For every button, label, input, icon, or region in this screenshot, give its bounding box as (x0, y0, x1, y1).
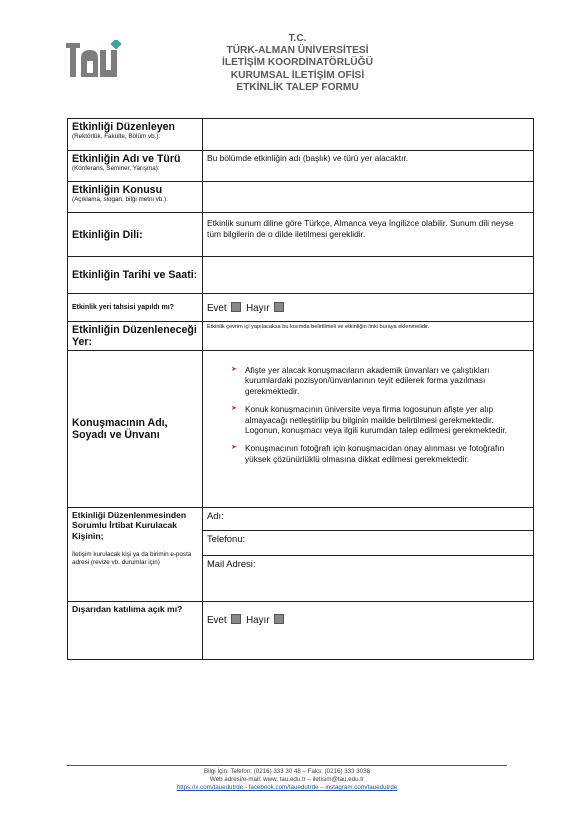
label-venue: Etkinliğin Düzenleneceği Yer: (72, 324, 197, 348)
footer-social-links[interactable]: https://x.com/tauedutrde - facebook.com/tauedutrde – instagram.com/tauedutrde (176, 784, 398, 791)
field-name-type[interactable]: Bu bölümde etkinliğin adı (başlık) ve türü yer alacaktır. (203, 151, 534, 182)
row-name-type (68, 151, 534, 182)
speaker-instruction-item: ➤ Konuşmacının fotoğrafı için konuşmacıdan onay alınması ve fotoğrafın yüksek çözünürlüklü olmasına dikkat edilmesi gerekmektedir. (231, 443, 505, 464)
sublabel-subject: (Açıklama, slogan, bilgi metni vb.): (72, 196, 168, 203)
yes-label: Evet (207, 615, 227, 626)
label-name-type: Etkinliğin Adı ve Türü (72, 153, 181, 165)
document-header (150, 33, 445, 94)
event-request-form (67, 118, 534, 660)
tau-logo (66, 40, 122, 80)
label-subject: Etkinliğin Konusu (72, 184, 163, 196)
footer-divider (67, 765, 507, 766)
header-line-tc: T.C. (288, 33, 307, 44)
sublabel-name-type: (Konferans, Seminer, Yarışma): (72, 165, 160, 172)
header-coordinator: İLETİŞİM KOORDİNATÖRLÜĞÜ (222, 57, 373, 69)
footer-web: Web adresi/e-mail: www. tau.edu.tr – iletisim@tau.edu.tr (209, 776, 365, 783)
yes-checkbox[interactable] (231, 302, 241, 312)
speaker-instruction-item: ➤ Konuk konuşmacının üniversite veya firma logosunun afişte yer alıp almayacağı netleştirilip bu bilginin mailde belirtilmesi gerekmektedir. Logonun, konuşmacı veya ilgili kurumdan talep edilmesi gerekmektedir. (231, 404, 507, 436)
row-speaker (68, 351, 534, 508)
label-external: Dışarıdan katılıma açık mı? (72, 604, 183, 614)
field-organizer[interactable] (203, 119, 534, 151)
row-venue (68, 322, 534, 351)
row-subject (68, 182, 534, 213)
row-organizer (68, 119, 534, 151)
yes-checkbox[interactable] (231, 614, 241, 624)
field-contact-mail[interactable]: Mail Adresi: (207, 558, 256, 569)
field-contact-phone[interactable]: Telefonu: (203, 531, 533, 556)
label-language: Etkinliğin Dili: (72, 228, 143, 241)
header-university: TÜRK-ALMAN ÜNİVERSİTESİ (226, 45, 369, 57)
speaker-instructions (207, 365, 529, 464)
field-venue[interactable]: Etkinlik çevrim içi yapılacaksa bu kısımda belirtilmeli ve etkinliğin linki buraya eklenmelidir. (203, 322, 534, 351)
footer-contact: Bilgi İçin: Telefon: (0216) 333 30 48 – Faks: (0216) 333 3038 (203, 768, 371, 775)
footer (67, 768, 507, 792)
header-office: KURUMSAL İLETİŞİM OFİSİ (230, 69, 365, 81)
header-form-title: ETKİNLİK TALEP FORMU (236, 81, 359, 93)
speaker-instruction-item: ➤ Afişte yer alacak konuşmacıların akademik ünvanları ve çalıştıkları kurumlardaki pozisyon/ünvanlarının teyit edilerek forma yazılması gerekmektedir. (231, 365, 490, 396)
yes-label: Evet (207, 302, 227, 314)
bullet-arrow-icon: ➤ (231, 444, 237, 452)
field-subject[interactable] (203, 182, 534, 213)
row-external (68, 602, 534, 660)
field-language[interactable]: Etkinlik sunum diline göre Türkçe, Almanca veya İngilizce olabilir. Sunum dili neyse tüm bilgilerin de o dilde iletilmesi gereklidir. (203, 213, 534, 257)
no-checkbox[interactable] (274, 302, 284, 312)
field-external (203, 602, 534, 660)
field-venue-alloc (203, 294, 534, 322)
field-speaker[interactable] (203, 351, 534, 508)
field-contact-name[interactable]: Adı: (203, 508, 533, 531)
label-speaker: Konuşmacının Adı, Soyadı ve Ünvanı (72, 417, 168, 441)
no-checkbox[interactable] (274, 614, 284, 624)
bullet-arrow-icon: ➤ (231, 366, 237, 373)
field-datetime[interactable] (203, 257, 534, 294)
row-venue-alloc (68, 294, 534, 322)
sublabel-contact: İletişim kurulacak kişi ya da birimin e-posta adresi (revize vb. durumlar için) (72, 551, 192, 567)
label-datetime: Etkinliğin Tarihi ve Saati: (72, 269, 198, 281)
sublabel-organizer: (Rektörlük, Fakülte, Bölüm vb.): (72, 133, 161, 140)
no-label: Hayır (246, 615, 270, 626)
label-organizer: Etkinliği Düzenleyen (72, 121, 176, 133)
row-language (68, 213, 534, 257)
row-datetime (68, 257, 534, 294)
row-contact (68, 508, 534, 602)
no-label: Hayır (246, 302, 270, 314)
label-venue-alloc: Etkinlik yeri tahsisi yapıldı mı? (72, 304, 174, 311)
label-contact: Etkinliği Düzenlenmesinden Sorumlu İrtibat Kurulacak Kişinin; (72, 510, 187, 541)
bullet-arrow-icon: ➤ (231, 405, 237, 413)
